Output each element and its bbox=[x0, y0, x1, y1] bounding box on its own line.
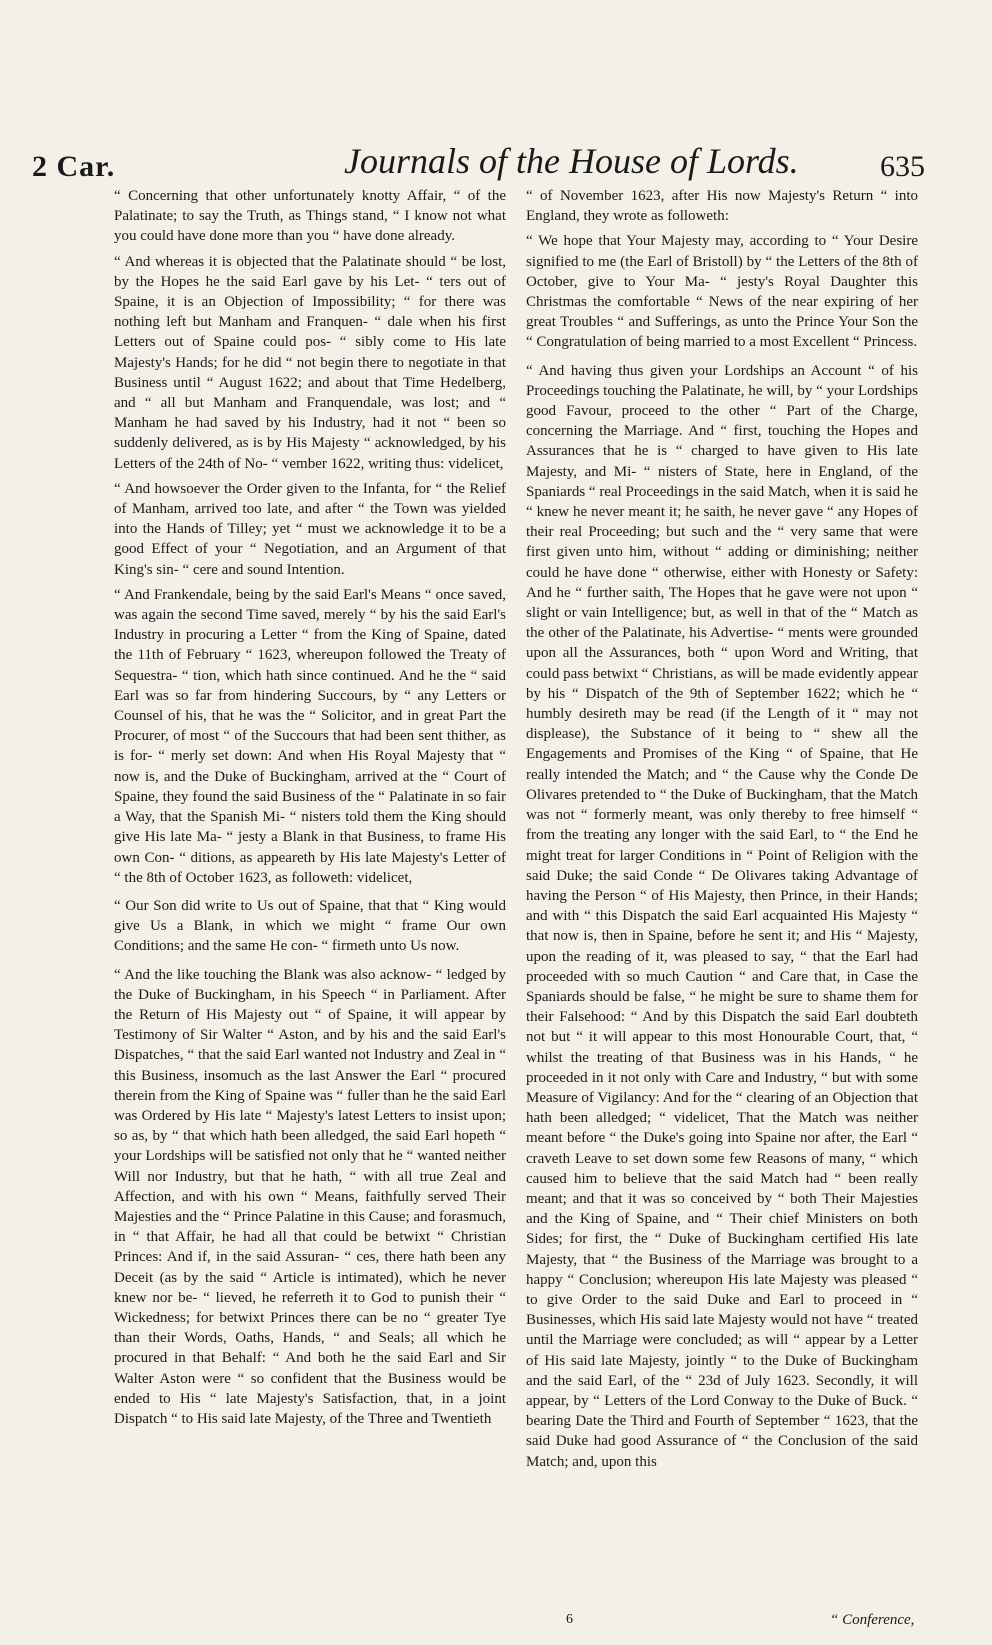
running-head-regnal-year: 2 Car. bbox=[32, 150, 116, 183]
left-column bbox=[114, 186, 506, 1434]
paragraph: “ And the like touching the Blank was also acknow- “ ledged by the Duke of Buckingham, in his Speech “ in Parliament. After the Return of His Majesty out “ of Spaine, it will appear by Testimony of Sir Walter “ Aston, and by his and the said Earl's Dispatches, “ that the said Earl wanted not Industry and Zeal in “ this Business, insomuch as the last Answer the Earl “ procured therein from the King of Spaine was “ fuller than he the said Earl was Ordered by His late “ Majesty's latest Letters to insist upon; so as, by “ that which hath been alledged, the said Earl hopeth “ your Lordships will be satisfied not only that he “ wanted neither Will nor Industry, but that he hath, “ with all true Zeal and Affection, and with his own “ Means, faithfully served Their Majesties and the “ Prince Palatine in this Cause; and forasmuch, in “ that Affair, he had all that could be betwixt “ Christian Princes: And if, in the said Assuran- “ ces, there hath been any Deceit (as by the said “ Article is intimated), which he never knew nor be- “ lieved, he referreth it to God to punish their “ Wickedness; for betwixt Princes there can be no “ greater Tye than their Words, Oaths, Hands, “ and Seals; all which he procured in that Behalf: “ And both he the said Earl and Sir Walter Aston were “ so confident that the Business would be ended to His “ late Majesty's Satisfaction, that, in a joint Dispatch “ to His said late Majesty, of the Three and Twentieth bbox=[114, 966, 506, 1427]
right-column bbox=[526, 186, 918, 1477]
paragraph: “ And Frankendale, being by the said Earl's Means “ once saved, was again the second Time saved, merely “ by his the said Earl's Industry in procuring a Letter “ from the King of Spaine, dated the 11th of February “ 1623, whereupon followed the Treaty of Sequestra- “ tion, which hath since continued. And he the “ said Earl was so far from hindering Succours, by “ any Letters or Counsel of his, that he was the “ Solicitor, and in great Part the Procurer, of most “ of the Succours that had been sent thither, as is for- “ merly set down: And when His Royal Majesty that “ now is, and the Duke of Buckingham, arrived at the “ Court of Spaine, they found the said Business of the “ Palatinate in so fair a Way, that the Spanish Mi- “ nisters told them the King should give His late Ma- “ jesty a Blank in that Business, to frame His own Con- “ ditions, as appeareth by His late Majesty's Letter of “ the 8th of October 1623, as followeth: videlicet, bbox=[114, 586, 506, 886]
quoted-letter: “ We hope that Your Majesty may, according to “ Your Desire signified to me (the Earl of Bristoll) by “ the Letters of the 8th of October, give to Your Ma- “ jesty's Royal Daughter this Christmas the comfortable “ News of the near expiring of her great Troubles “ and Sufferings, as unto the Prince Your Son the “ Congratulation of being married to a most Excellent “ Princess. bbox=[526, 233, 918, 351]
paragraph: “ And whereas it is objected that the Palatinate should “ be lost, by the Hopes he the said Earl gave by his Let- “ ters out of Spaine, it is an Objection of Impossibility; “ for there was nothing left but Manham and Franquen- “ dale when his first Letters out of Spaine could pos- “ sibly come to His late Majesty's Hands; for he did “ not begin there to negotiate in that Business until “ August 1622; and about that Time Hedelberg, and “ all but Manham and Franquendale, was lost; and “ Manham he had saved by his Industry, had it not “ been so suddenly delivered, as is by His Majesty “ acknowledged, by his Letters of the 24th of No- “ vember 1622, writing thus: videlicet, bbox=[114, 253, 506, 472]
paragraph: “ of November 1623, after His now Majesty's Return “ into England, they wrote as followeth: bbox=[526, 188, 918, 225]
paragraph: “ And having thus given your Lordships an Account “ of his Proceedings touching the Palatinate, he will, by “ your Lordships good Favour, proceed to the other “ Part of the Charge, concerning the Marriage. And “ first, touching the Hopes and Assurances that he is “ charged to have given to His late Majesty, and Mi- “ nisters of State, here in England, of the Spaniards “ real Proceedings in the said Match, when it is said he “ knew he never meant it; he saith, he never gave “ any Hopes of their real Proceeding; but such and the “ very same that were first given unto him, without “ adding or diminishing; neither could he have done “ otherwise, either with Honesty or Safety: And he “ further saith, The Hopes that he gave were not upon “ slight or vain Intelligence; but, as well in that of the “ Match as the other of the Palatinate, his Advertise- “ ments were grounded upon all the Assurances, both “ upon Word and Writing, that could pass betwixt “ Christians, as will be made evidently appear by his “ Dispatch of the 9th of September 1622; which he “ humbly desireth may be read (if the Length of it “ may not displease), the Substance of it being to “ shew all the Engagements and Promises of the King “ of Spaine, that He really intended the Match; and “ the Cause why the Conde De Olivares pretended to “ the Duke of Buckingham, that the Match was not “ formerly meant, was only thereby to free himself “ from the treating any longer with the said Earl, to “ the End he might treat for larger Conditions in “ Point of Religion with the said Duke; the said Conde “ De Olivares taking Advantage of having the Person “ of His Majesty, then Prince, in their Hands; and with “ this Dispatch the said Earl acquainted His Majesty “ that now is, then in Spaine, before he sent it; and His “ Majesty, upon the reading of it, was pleased to say, “ that the Earl had proceeded with so much Caution “ and Care that, in Case the Spaniards should be false, “ he might be sure to shame them for their Falsehood: “ And by this Dispatch the said Earl doubteth not but “ it will appear to this most Honourable Court, that, “ whilst the treating of that Business was in his Hands, “ he proceeded in it not only with Care and Industry, “ but with some Measure of Vigilancy: And for the “ clearing of an Objection that hath been alledged; “ videlicet, That the Match was neither meant before “ the Duke's going into Spaine nor after, the Earl “ craveth Leave to set down some few Reasons of many, “ which caused him to believe that the said Match had “ been really meant; and that it was so conceived by “ both Their Majesties and the King of Spaine, and “ Their chief Ministers on both Sides; for first, the “ Duke of Buckingham certified His late Majesty, that “ the Business of the Marriage was brought to a happy “ Conclusion; whereupon His late Majesty was pleased “ to give Order to the said Duke and Earl to proceed in “ Businesses, which His said late Majesty would not have “ treated until the Marriage were concluded; as will “ appear by a Letter of His said late Majesty, jointly “ to the Duke of Buckingham and the said Earl, of the “ 23d of July 1623. Secondly, it will appear, by “ Letters of the Lord Conway to the Duke of Buck. “ bearing Date the Third and Fourth of September “ 1623, that the said Duke had good Assurance of “ the Conclusion of the said Match; and, upon this bbox=[526, 362, 918, 1470]
running-head-title: Journals of the House of Lords. bbox=[344, 141, 799, 181]
page-number: 635 bbox=[880, 150, 925, 183]
quoted-letter: “ Our Son did write to Us out of Spaine, that that “ King would give Us a Blank, in which we might “ frame Our own Conditions; and the same He con- “ firmeth unto Us now. bbox=[114, 897, 506, 955]
catchword: “ Conference, bbox=[830, 1612, 915, 1628]
paragraph: “ And howsoever the Order given to the Infanta, for “ the Relief of Manham, arrived too late, and after “ the Town was yielded into the Hands of Tilley; yet “ must we acknowledge it to be a good Effect of your “ Negotiation, and an Argument of that King's sin- “ cere and sound Intention. bbox=[114, 480, 506, 578]
signature-mark: 6 bbox=[566, 1612, 573, 1627]
paragraph: “ Concerning that other unfortunately knotty Affair, “ of the Palatinate; to say the Truth, as Things stand, “ I know not what you could have done more than you “ have done already. bbox=[114, 188, 506, 245]
